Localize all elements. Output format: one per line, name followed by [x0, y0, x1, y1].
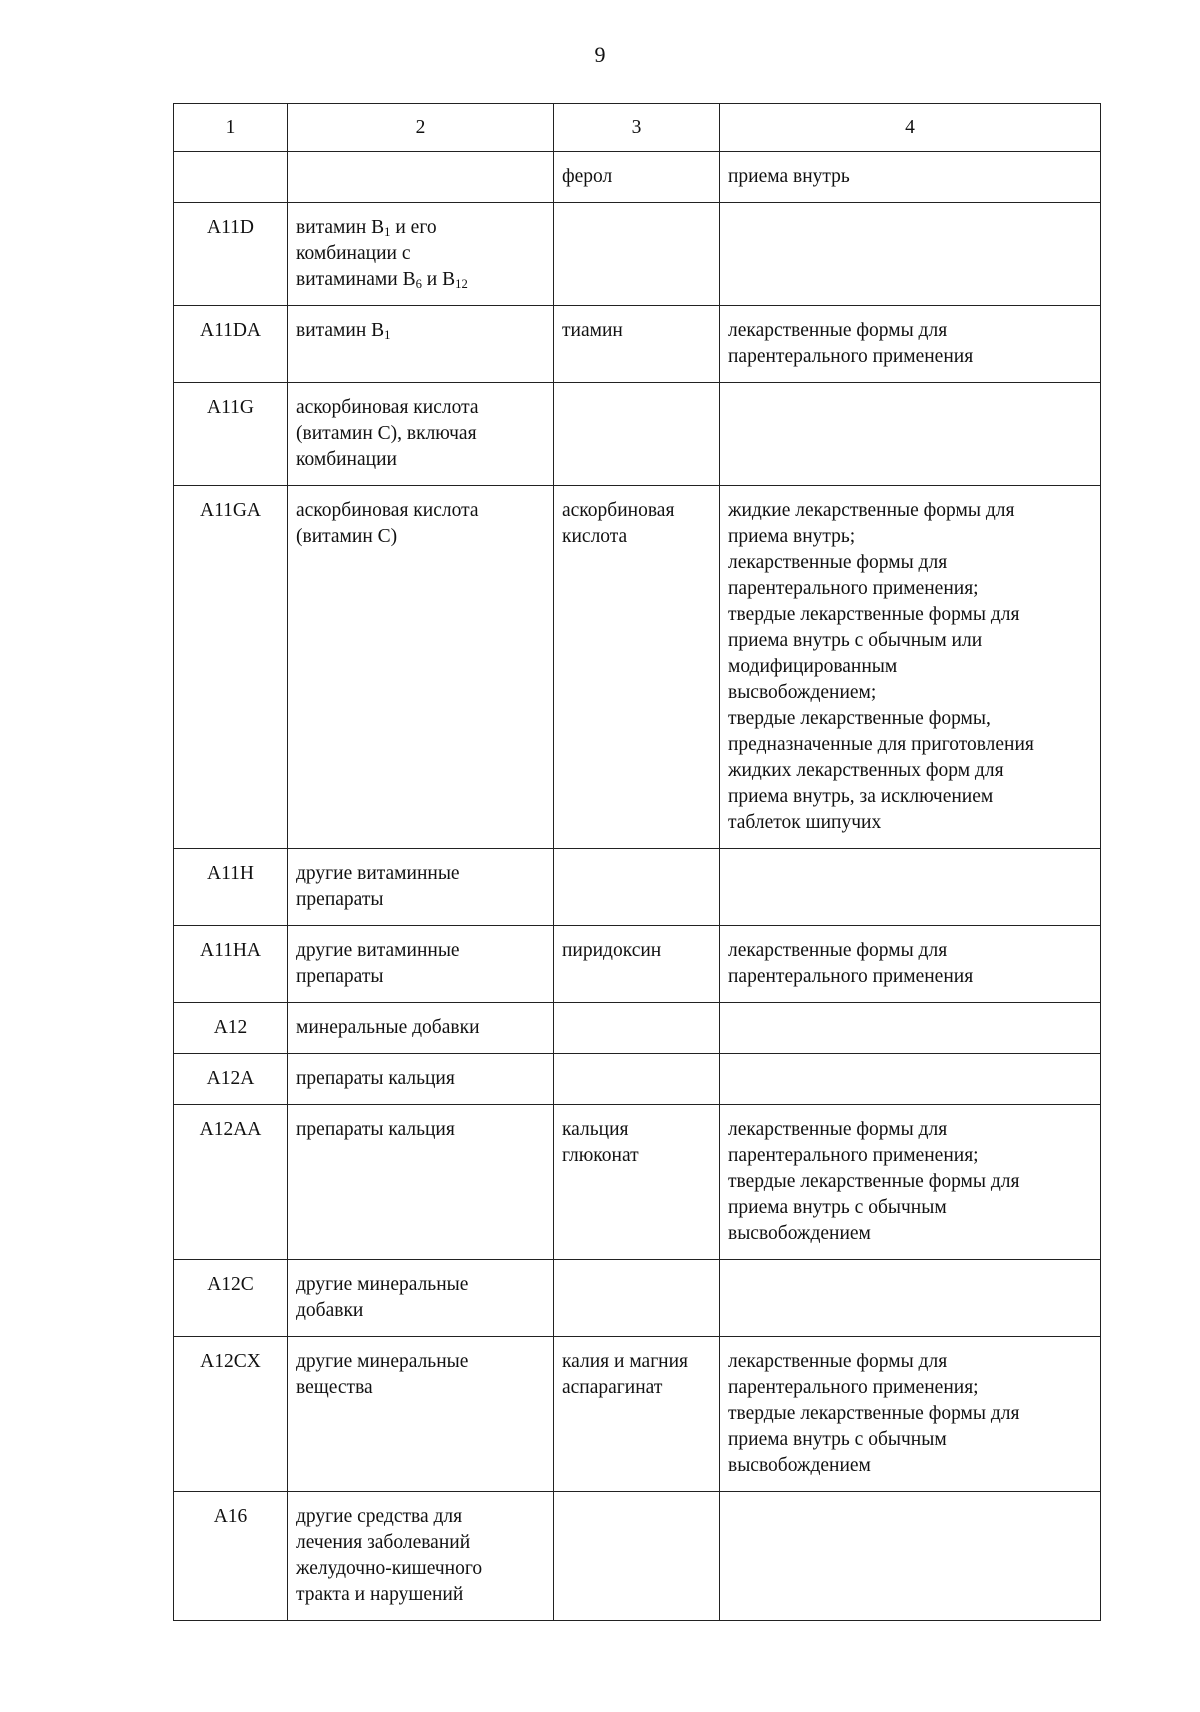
cell-dosage-form: приема внутрь: [720, 152, 1101, 203]
cell-substance: ферол: [554, 152, 720, 203]
cell-anatomical-group: другие витаминные препараты: [288, 926, 554, 1003]
table-row: [174, 1337, 1101, 1492]
cell-atc-code: A12: [174, 1003, 288, 1054]
cell-anatomical-group: витамин $B_1$ и его комбинации с витаминами $B_6$ и $B_{12}$: [288, 203, 554, 306]
table-row: [174, 1105, 1101, 1260]
cell-anatomical-group: [288, 152, 554, 203]
cell-substance: [554, 203, 720, 306]
cell-substance: [554, 1492, 720, 1621]
cell-dosage-form: лекарственные формы для парентерального применения; твердые лекарственные формы для приема внутрь с обычным высвобождением: [720, 1105, 1101, 1260]
table-row: [174, 1054, 1101, 1105]
cell-atc-code: A12C: [174, 1260, 288, 1337]
table-row: [174, 1492, 1101, 1621]
table-row: [174, 1260, 1101, 1337]
cell-atc-code: A12AA: [174, 1105, 288, 1260]
table-row: [174, 306, 1101, 383]
cell-anatomical-group: аскорбиновая кислота (витамин С): [288, 486, 554, 849]
cell-substance: [554, 1054, 720, 1105]
cell-anatomical-group: препараты кальция: [288, 1105, 554, 1260]
table-row: [174, 203, 1101, 306]
cell-dosage-form: [720, 383, 1101, 486]
cell-anatomical-group: витамин $B_1$: [288, 306, 554, 383]
column-header-2: 2: [288, 104, 554, 152]
cell-substance: [554, 383, 720, 486]
cell-dosage-form: лекарственные формы для парентерального применения; твердые лекарственные формы для приема внутрь с обычным высвобождением: [720, 1337, 1101, 1492]
cell-atc-code: A11HA: [174, 926, 288, 1003]
cell-atc-code: A11H: [174, 849, 288, 926]
cell-substance: калия и магния аспарагинат: [554, 1337, 720, 1492]
cell-atc-code: A16: [174, 1492, 288, 1621]
cell-atc-code: A11DA: [174, 306, 288, 383]
cell-anatomical-group: минеральные добавки: [288, 1003, 554, 1054]
table-row: [174, 926, 1101, 1003]
cell-anatomical-group: другие минеральные добавки: [288, 1260, 554, 1337]
cell-dosage-form: [720, 1492, 1101, 1621]
cell-dosage-form: [720, 849, 1101, 926]
cell-substance: [554, 1260, 720, 1337]
table-row: [174, 1003, 1101, 1054]
table-row: [174, 849, 1101, 926]
table-row: [174, 486, 1101, 849]
cell-dosage-form: лекарственные формы для парентерального применения: [720, 306, 1101, 383]
cell-substance: кальция глюконат: [554, 1105, 720, 1260]
cell-dosage-form: [720, 1054, 1101, 1105]
cell-anatomical-group: другие средства для лечения заболеваний желудочно-кишечного тракта и нарушений: [288, 1492, 554, 1621]
cell-atc-code: A12A: [174, 1054, 288, 1105]
cell-atc-code: [174, 152, 288, 203]
cell-atc-code: A11D: [174, 203, 288, 306]
cell-substance: тиамин: [554, 306, 720, 383]
column-header-3: 3: [554, 104, 720, 152]
cell-dosage-form: [720, 1003, 1101, 1054]
cell-atc-code: A12CX: [174, 1337, 288, 1492]
cell-dosage-form: лекарственные формы для парентерального применения: [720, 926, 1101, 1003]
cell-substance: пиридоксин: [554, 926, 720, 1003]
cell-anatomical-group: аскорбиновая кислота (витамин С), включая комбинации: [288, 383, 554, 486]
cell-anatomical-group: другие витаминные препараты: [288, 849, 554, 926]
cell-atc-code: A11G: [174, 383, 288, 486]
table-body: [174, 152, 1101, 1621]
cell-anatomical-group: препараты кальция: [288, 1054, 554, 1105]
cell-atc-code: A11GA: [174, 486, 288, 849]
table-row: [174, 383, 1101, 486]
cell-substance: [554, 1003, 720, 1054]
cell-substance: аскорбиновая кислота: [554, 486, 720, 849]
cell-dosage-form: [720, 203, 1101, 306]
cell-substance: [554, 849, 720, 926]
page-number: 9: [594, 42, 606, 67]
cell-anatomical-group: другие минеральные вещества: [288, 1337, 554, 1492]
header-row: [174, 104, 1101, 152]
cell-dosage-form: жидкие лекарственные формы для приема внутрь; лекарственные формы для парентерального применения; твердые лекарственные формы для приема внутрь с обычным или модифицированным высвобождением; твердые лекарственные формы, предназначенные для приготовления жидких лекарственных форм для приема внутрь, за исключением таблеток шипучих: [720, 486, 1101, 849]
column-header-4: 4: [720, 104, 1101, 152]
column-header-1: 1: [174, 104, 288, 152]
table-row: [174, 152, 1101, 203]
cell-dosage-form: [720, 1260, 1101, 1337]
drug-table: [173, 103, 1101, 1621]
